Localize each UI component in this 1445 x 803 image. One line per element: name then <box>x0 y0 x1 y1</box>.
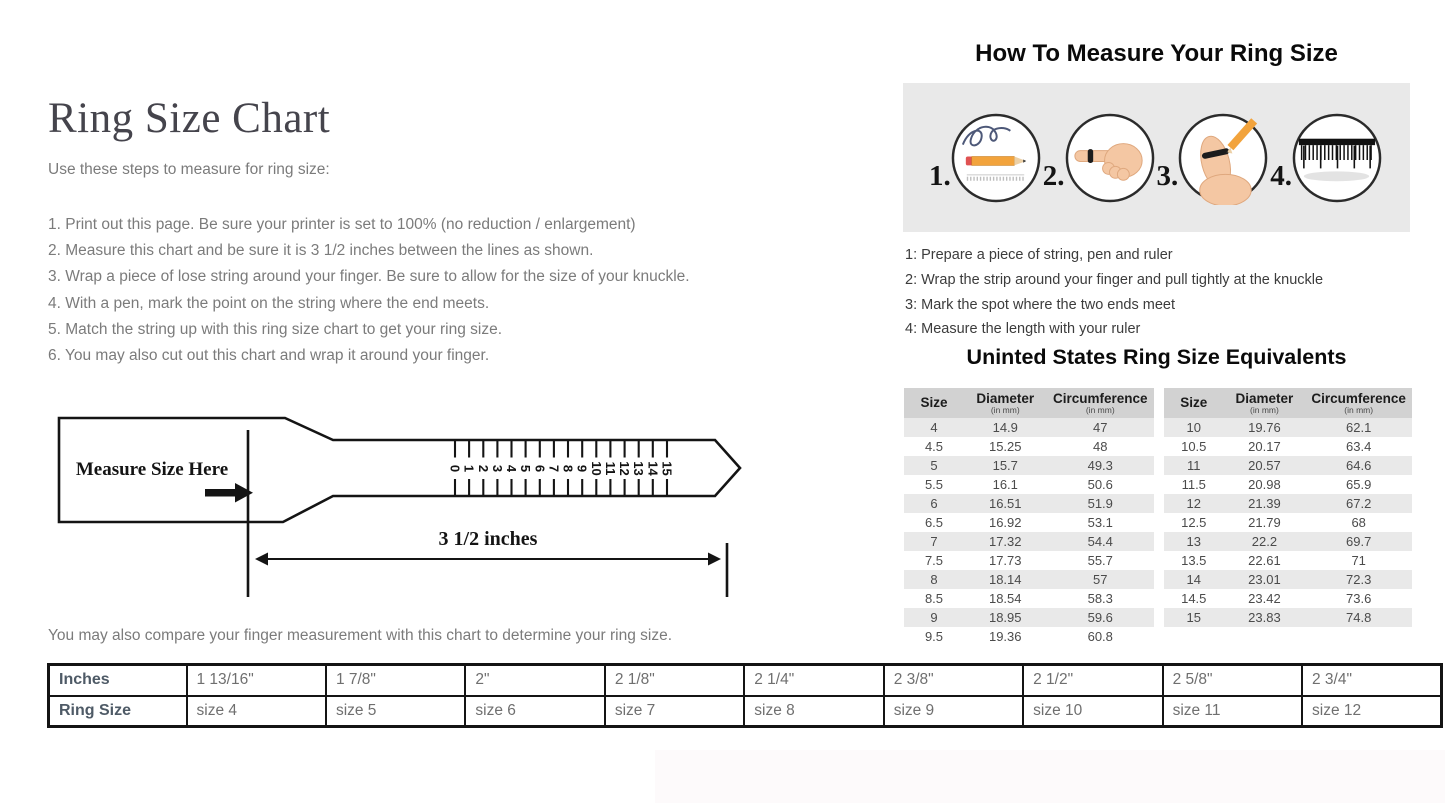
svg-text:14: 14 <box>645 461 661 476</box>
equivalents-title: Uninted States Ring Size Equivalents <box>966 345 1347 369</box>
table-cell: size 7 <box>605 696 744 727</box>
table-row <box>49 665 1442 696</box>
svg-text:5: 5 <box>518 464 534 473</box>
ring-sizer-diagram <box>55 413 745 599</box>
page-title: Ring Size Chart <box>48 95 331 142</box>
svg-text:8: 8 <box>560 464 576 473</box>
table-row <box>904 589 1154 608</box>
how-to-step-4 <box>1270 111 1384 205</box>
table-cell: 12 <box>1164 494 1224 513</box>
table-cell: 19.76 <box>1224 418 1306 437</box>
compare-note: You may also compare your finger measurement with this chart to determine your ring size. <box>48 627 673 644</box>
table-row <box>1164 456 1412 475</box>
string-pen-ruler-icon <box>949 111 1043 205</box>
table-cell: 23.42 <box>1224 589 1306 608</box>
table-cell: 48 <box>1047 437 1155 456</box>
table-cell: size 11 <box>1163 696 1302 727</box>
table-cell: 7.5 <box>904 551 964 570</box>
table-row <box>904 437 1154 456</box>
table-cell: 2 1/2" <box>1023 665 1162 696</box>
table-cell: 47 <box>1047 418 1155 437</box>
table-row <box>1164 418 1412 437</box>
table-cell: 1 7/8" <box>326 665 465 696</box>
table-cell: 1 13/16" <box>187 665 326 696</box>
row-label: Ring Size <box>49 696 187 727</box>
table-cell: 71 <box>1305 551 1412 570</box>
table-cell: size 4 <box>187 696 326 727</box>
mark-string-ends-icon <box>1176 111 1270 205</box>
svg-text:3: 3 <box>489 464 505 473</box>
table-cell: 10.5 <box>1164 437 1224 456</box>
instruction-item: 2. Measure this chart and be sure it is 3 1/2 inches between the lines as shown. <box>48 242 594 260</box>
table-cell: 14.9 <box>964 418 1047 437</box>
table-cell: 12.5 <box>1164 513 1224 532</box>
measure-size-here-label: Measure Size Here <box>75 459 229 480</box>
table-row <box>1164 589 1412 608</box>
table-cell: 2" <box>465 665 604 696</box>
table-cell: 18.14 <box>964 570 1047 589</box>
table-cell: size 6 <box>465 696 604 727</box>
table-cell: 15.25 <box>964 437 1047 456</box>
table-cell: 22.2 <box>1224 532 1306 551</box>
svg-text:12: 12 <box>617 461 633 476</box>
table-cell: 15 <box>1164 608 1224 627</box>
table-cell: 23.83 <box>1224 608 1306 627</box>
table-cell: 5.5 <box>904 475 964 494</box>
table-cell: 5 <box>904 456 964 475</box>
equivalents-table-right <box>1164 388 1412 627</box>
how-to-step-text: 4: Measure the length with your ruler <box>905 321 1141 338</box>
how-to-step-2 <box>1043 111 1157 205</box>
table-cell: 4 <box>904 418 964 437</box>
table-cell: 53.1 <box>1047 513 1155 532</box>
header-row <box>1164 388 1412 418</box>
table-row <box>904 551 1154 570</box>
table-cell: 64.6 <box>1305 456 1412 475</box>
col-header-diameter: Diameter (in mm) <box>964 388 1047 418</box>
instruction-item: 5. Match the string up with this ring size chart to get your ring size. <box>48 320 503 338</box>
col-header-size: Size <box>1164 388 1224 418</box>
table-row <box>904 627 1154 646</box>
table-cell: size 9 <box>884 696 1023 727</box>
table-cell: 2 3/4" <box>1302 665 1442 696</box>
svg-text:13: 13 <box>631 461 647 476</box>
table-cell: 14.5 <box>1164 589 1224 608</box>
table-cell: 23.01 <box>1224 570 1306 589</box>
table-cell: 20.17 <box>1224 437 1306 456</box>
table-cell: 54.4 <box>1047 532 1155 551</box>
instruction-item: 6. You may also cut out this chart and wrap it around your finger. <box>48 347 490 365</box>
table-cell: 21.79 <box>1224 513 1306 532</box>
table-row <box>904 418 1154 437</box>
table-cell: size 10 <box>1023 696 1162 727</box>
svg-text:15: 15 <box>659 461 675 476</box>
step-number: 4. <box>1270 159 1292 192</box>
svg-text:6: 6 <box>532 464 548 473</box>
table-cell: 73.6 <box>1305 589 1412 608</box>
table-cell: 9 <box>904 608 964 627</box>
table-row <box>904 475 1154 494</box>
table-cell: 17.32 <box>964 532 1047 551</box>
how-to-step-text: 2: Wrap the strip around your finger and pull tightly at the knuckle <box>905 271 1324 288</box>
table-cell: 2 3/8" <box>884 665 1023 696</box>
table-row <box>1164 437 1412 456</box>
unit-note: (in mm) <box>1344 405 1374 416</box>
table-cell: 2 1/8" <box>605 665 744 696</box>
col-header-circumference: Circumference (in mm) <box>1047 388 1155 418</box>
instruction-item: 1. Print out this page. Be sure your printer is set to 100% (no reduction / enlargement) <box>48 216 636 233</box>
footer-shade <box>655 750 1445 803</box>
table-cell: 16.51 <box>964 494 1047 513</box>
table-row <box>49 696 1442 727</box>
table-cell: 58.3 <box>1047 589 1155 608</box>
table-cell: 8.5 <box>904 589 964 608</box>
unit-note: (in mm) <box>1085 405 1115 416</box>
how-to-step-text: 1: Prepare a piece of string, pen and ruler <box>905 247 1173 263</box>
table-cell: 19.36 <box>964 627 1047 646</box>
table-cell: 4.5 <box>904 437 964 456</box>
table-cell: 49.3 <box>1047 456 1155 475</box>
instruction-list <box>48 212 690 369</box>
table-cell: 11.5 <box>1164 475 1224 494</box>
svg-text:4: 4 <box>504 464 519 473</box>
table-row <box>1164 570 1412 589</box>
svg-text:1: 1 <box>461 464 477 473</box>
col-header-circumference: Circumference (in mm) <box>1305 388 1412 418</box>
equivalents-table-left <box>904 388 1154 646</box>
table-cell: size 12 <box>1302 696 1442 727</box>
svg-text:11: 11 <box>602 461 618 476</box>
table-cell: 9.5 <box>904 627 964 646</box>
table-cell: 68 <box>1305 513 1412 532</box>
table-row <box>1164 608 1412 627</box>
table-row <box>904 570 1154 589</box>
table-cell: size 5 <box>326 696 465 727</box>
dimension-arrow <box>255 553 721 566</box>
table-cell: 2 1/4" <box>744 665 883 696</box>
how-to-step-text: 3: Mark the spot where the two ends meet <box>905 296 1175 313</box>
table-cell: size 8 <box>744 696 883 727</box>
header-row <box>904 388 1154 418</box>
table-cell: 20.98 <box>1224 475 1306 494</box>
inches-ring-size-table <box>47 663 1443 728</box>
table-cell: 13 <box>1164 532 1224 551</box>
unit-note: (in mm) <box>990 405 1020 416</box>
table-cell: 69.7 <box>1305 532 1412 551</box>
table-row <box>1164 551 1412 570</box>
string-around-finger-icon <box>1063 111 1157 205</box>
table-cell: 18.95 <box>964 608 1047 627</box>
instruction-item: 4. With a pen, mark the point on the string where the end meets. <box>48 294 490 312</box>
table-cell: 67.2 <box>1305 494 1412 513</box>
how-to-steps-list <box>905 243 1323 342</box>
table-cell: 21.39 <box>1224 494 1306 513</box>
table-cell: 8 <box>904 570 964 589</box>
table-cell: 11 <box>1164 456 1224 475</box>
table-cell: 2 5/8" <box>1163 665 1302 696</box>
how-to-step-3 <box>1157 111 1271 205</box>
row-label: Inches <box>49 665 187 696</box>
step-number: 3. <box>1156 159 1179 192</box>
table-cell: 13.5 <box>1164 551 1224 570</box>
table-row <box>904 608 1154 627</box>
table-cell: 60.8 <box>1047 627 1155 646</box>
table-row <box>904 513 1154 532</box>
table-row <box>1164 475 1412 494</box>
table-cell: 74.8 <box>1305 608 1412 627</box>
table-row <box>1164 513 1412 532</box>
table-cell: 16.92 <box>964 513 1047 532</box>
how-to-step-1 <box>929 111 1043 205</box>
table-row <box>904 456 1154 475</box>
table-cell: 14 <box>1164 570 1224 589</box>
table-row <box>1164 494 1412 513</box>
table-cell: 16.1 <box>964 475 1047 494</box>
svg-text:10: 10 <box>588 461 604 476</box>
table-cell: 22.61 <box>1224 551 1306 570</box>
unit-note: (in mm) <box>1250 405 1279 416</box>
table-cell: 18.54 <box>964 589 1047 608</box>
step-number: 1. <box>929 159 951 192</box>
table-row <box>1164 532 1412 551</box>
instruction-item: 3. Wrap a piece of lose string around your finger. Be sure to allow for the size of your knuckle. <box>48 268 690 286</box>
svg-text:2: 2 <box>475 464 491 473</box>
table-cell: 10 <box>1164 418 1224 437</box>
table-cell: 59.6 <box>1047 608 1155 627</box>
table-cell: 17.73 <box>964 551 1047 570</box>
table-cell: 6 <box>904 494 964 513</box>
table-cell: 20.57 <box>1224 456 1306 475</box>
table-cell: 57 <box>1047 570 1155 589</box>
table-row <box>904 494 1154 513</box>
table-cell: 7 <box>904 532 964 551</box>
svg-text:0: 0 <box>447 464 463 473</box>
svg-text:9: 9 <box>574 464 590 473</box>
intro-text: Use these steps to measure for ring size: <box>48 161 330 178</box>
table-cell: 51.9 <box>1047 494 1155 513</box>
table-cell: 65.9 <box>1305 475 1412 494</box>
how-to-title: How To Measure Your Ring Size <box>975 40 1338 67</box>
table-cell: 55.7 <box>1047 551 1155 570</box>
table-row <box>904 532 1154 551</box>
how-to-panel <box>903 83 1410 232</box>
table-cell: 72.3 <box>1305 570 1412 589</box>
table-cell: 50.6 <box>1047 475 1155 494</box>
width-label: 3 1/2 inches <box>438 528 538 550</box>
table-cell: 6.5 <box>904 513 964 532</box>
col-header-diameter: Diameter (in mm) <box>1224 388 1306 418</box>
table-cell: 62.1 <box>1305 418 1412 437</box>
svg-text:7: 7 <box>546 464 562 473</box>
step-number: 2. <box>1042 159 1065 192</box>
col-header-size: Size <box>904 388 964 418</box>
table-cell: 63.4 <box>1305 437 1412 456</box>
measure-with-ruler-icon <box>1290 111 1384 205</box>
table-cell: 15.7 <box>964 456 1047 475</box>
